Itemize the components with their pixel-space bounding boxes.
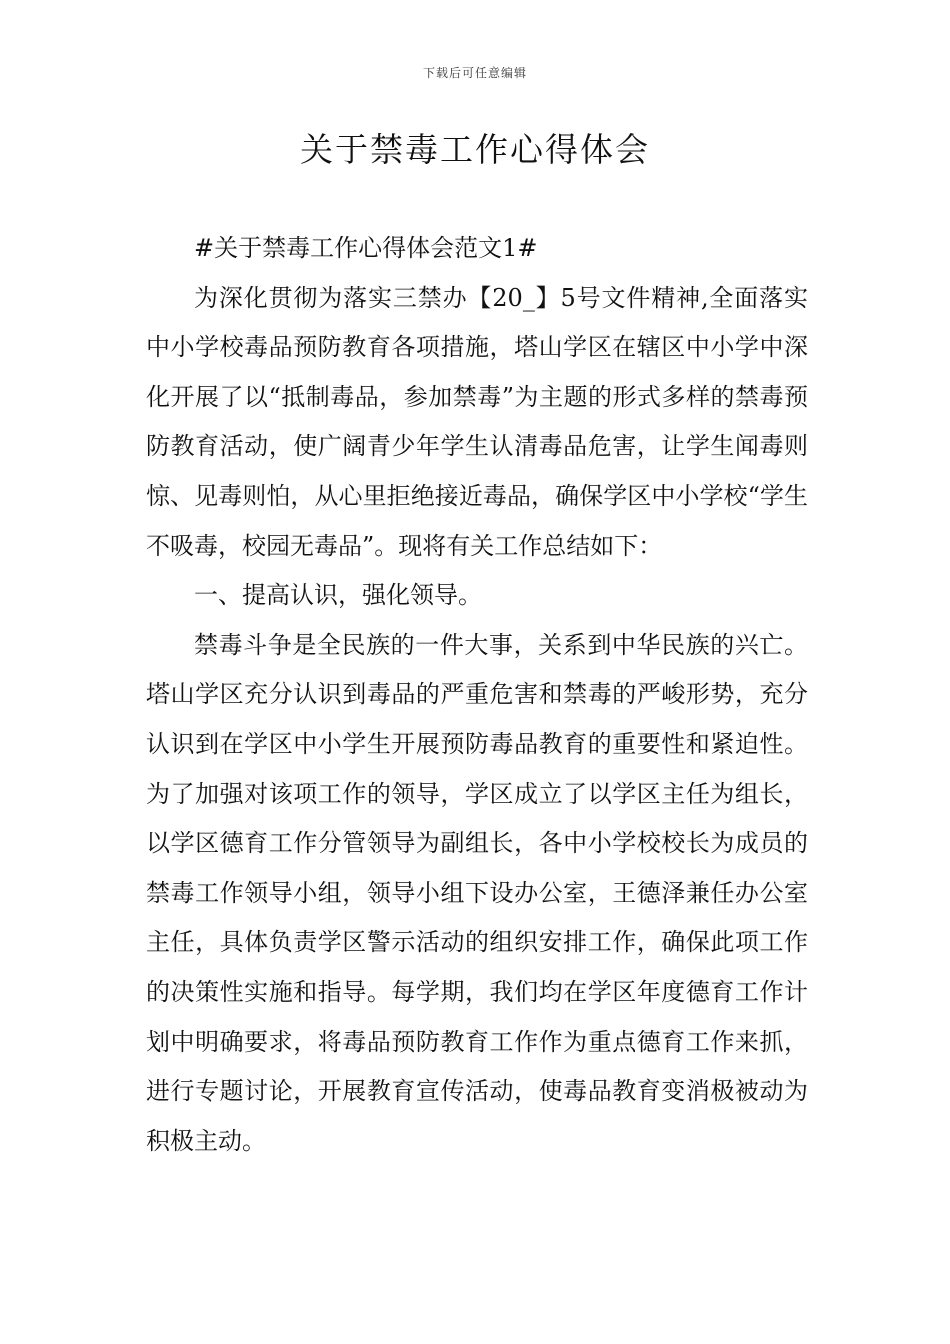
- section-heading: 一、提高认识，强化领导。: [194, 581, 482, 610]
- document-body: [146, 224, 808, 1166]
- body-paragraph: 禁毒斗争是全民族的一件大事，关系到中华民族的兴亡。塔山学区充分认识到毒品的严重危害和禁毒的严峻形势，充分认识到在学区中小学生开展预防毒品教育的重要性和紧迫性。为了加强对该项工作的领导，学区成立了以学区主任为组长，以学区德育工作分管领导为副组长，各中小学校校长为成员的禁毒工作领导小组，领导小组下设办公室，王德泽兼任办公室主任，具体负责学区警示活动的组织安排工作，确保此项工作的决策性实施和指导。每学期，我们均在学区年度德育工作计划中明确要求，将毒品预防教育工作作为重点德育工作来抓，进行专题讨论，开展教育宣传活动，使毒品教育变消极被动为积极主动。: [146, 630, 808, 1155]
- header-note: 下载后可任意编辑: [422, 66, 527, 80]
- subtitle-paragraph: #关于禁毒工作心得体会范文1#: [194, 234, 538, 262]
- document-title: 关于禁毒工作心得体会: [300, 130, 650, 169]
- intro-paragraph: 为深化贯彻为落实三禁办【20_】5号文件精神,全面落实中小学校毒品预防教育各项措施，塔山学区在辖区中小学中深化开展了以“抵制毒品，参加禁毒”为主题的形式多样的禁毒预防教育活动，使广阔青少年学生认清毒品危害，让学生闻毒则惊、见毒则怕，从心里拒绝接近毒品，确保学区中小学校“学生不吸毒，校园无毒品”。现将有关工作总结如下：: [146, 283, 808, 560]
